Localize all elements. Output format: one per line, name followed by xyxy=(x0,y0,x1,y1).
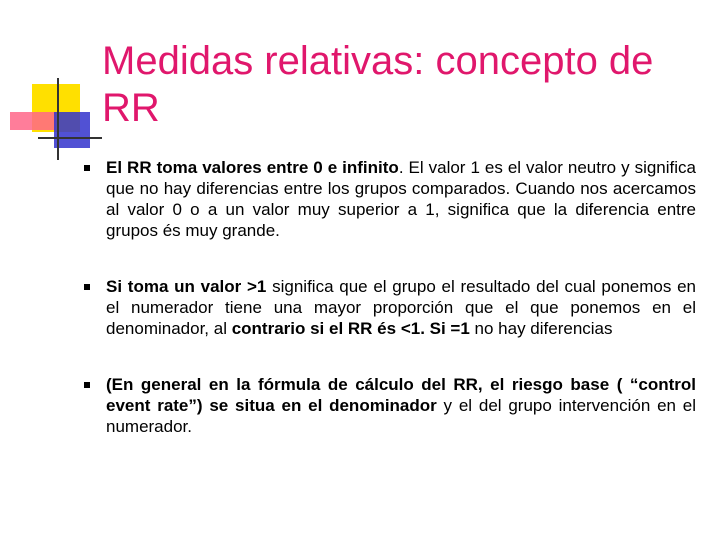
bullet-item xyxy=(84,374,696,437)
bullet-text xyxy=(106,375,696,436)
logo-vertical-line xyxy=(57,78,59,160)
bullet-list xyxy=(84,157,696,437)
bullet-text-regular: y el del grupo intervención en el numerador. xyxy=(106,396,696,436)
slide-title: Medidas relativas: concepto de RR xyxy=(102,39,654,130)
bullet-text-regular: no hay diferencias xyxy=(469,319,613,338)
bullet-text-regular: . El valor 1 es el valor neutro y significa que no hay diferencias entre los grupos comparados. Cuando nos acercamos al valor 0 o a un valor muy superior a 1, significa que la diferencia entre grupos és muy grande. xyxy=(106,158,696,240)
bullet-marker-icon xyxy=(84,382,90,388)
bullet-text-bold: El RR toma valores entre 0 e infinito xyxy=(106,158,399,177)
logo-blue-square xyxy=(54,112,90,148)
bullet-marker-icon xyxy=(84,165,90,171)
bullet-marker-icon xyxy=(84,284,90,290)
bullet-text xyxy=(106,158,696,240)
bullet-text-bold: (En general en la fórmula de cálculo del RR, el riesgo base ( “control event rate”) se situa en el denominador xyxy=(106,375,696,415)
bullet-text xyxy=(106,277,696,338)
bullet-text-regular: significa que el grupo el resultado del cual ponemos en el numerador tiene una mayor proporción que el que ponemos en el denominador, al xyxy=(106,277,697,338)
logo-pink-bar xyxy=(10,112,56,130)
logo-horizontal-line xyxy=(38,137,102,139)
decorative-logo xyxy=(0,0,110,170)
bullet-text-bold: contrario si el RR és <1. Si =1 xyxy=(231,319,470,338)
bullet-text-bold: Si toma un valor >1 xyxy=(106,277,267,296)
bullet-item xyxy=(84,157,696,241)
bullet-item xyxy=(84,276,696,339)
